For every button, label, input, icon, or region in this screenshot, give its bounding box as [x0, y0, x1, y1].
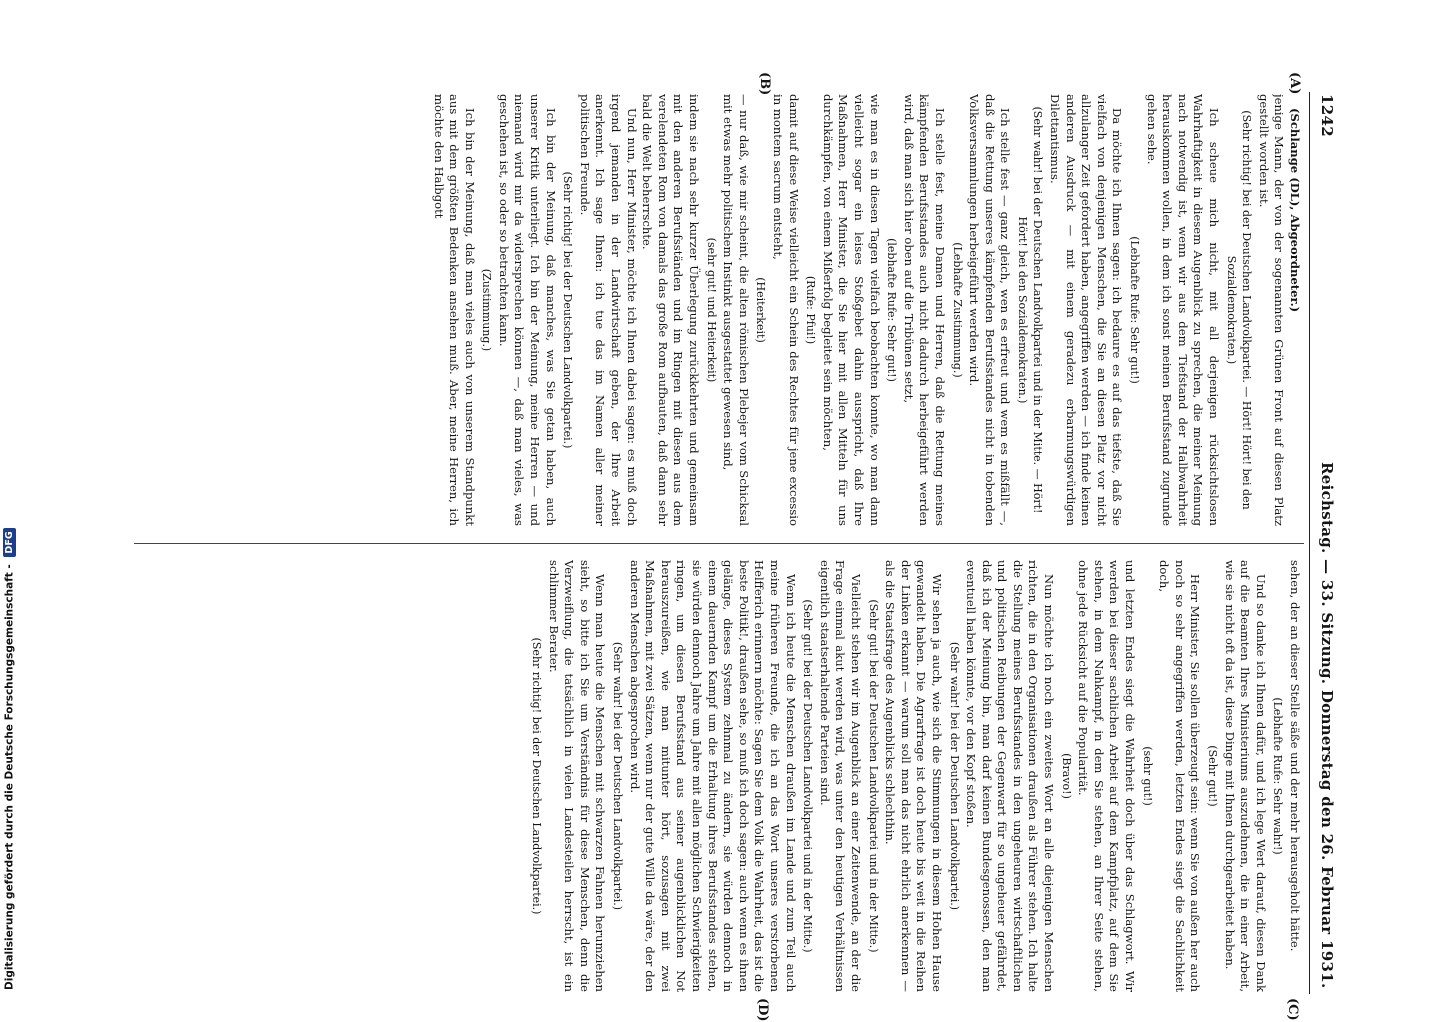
margin-mark-c: (C): [1285, 998, 1300, 1021]
paragraph-text: indem sie nach sehr kurzer Überlegung zurückkehrten und gemeinsam mit den anderen Berufsständen und im Ringen mit diesen aus dem verelendeten Rom von damals das große Rom aufbauten, daß dann sehr bald die Welt beherrschte.: [640, 94, 702, 526]
paragraph-text: Wenn ich heute die Menschen draußen im Lande und zum Teil auch meine früheren Freunde, die ich an das Wort unseres verstorbenen Helfferich erinnern möchte: Sagen Sie dem Volk die Wahrheit, das ist die beste Politik!, draußen sehe, so muß ich doch sagen: auch wenn es ihnen gelänge, dieses System zehnmal zu ändern, sie würden dennoch in einem dauernden Kampf um die Erhaltung ihres Berufsstandes stehen, sie würden dennoch Jahre um Jahre mit allen möglichen Schwierigkeiten ringen, um diesen Berufsstand aus seiner augenblicklichen Not herauszureißen, wie man mitunter hört, sozusagen mit zwei Maßnahmen, mit zwei Sätzen, wenn nur der gute Wille da wäre, der den anderen Menschen abgesprochen wird.: [627, 560, 798, 992]
speech-paragraph: [545, 560, 607, 992]
paragraph-text: sehen, der an dieser Stelle säße und der mehr herausgeholt hätte.: [1288, 560, 1302, 952]
speech-paragraph: [1286, 94, 1302, 526]
paragraph-text: wie man es in diesen Tagen vielfach beobachten konnte, wo man dann vielleicht sogar ein leises Stoßgebet dahin ausspricht, daß Ihre Maßnahmen, Herr Minister, die Sie hier mit allen Mitteln für uns durchkämpfen, von einem Mißerfolg begleitet sein möchten,: [820, 94, 882, 526]
stage-direction: (Lebhafte Rufe: Sehr gut!): [1128, 236, 1142, 384]
speech-paragraph: [1255, 94, 1286, 526]
stage-direction: (sehr gut!): [1140, 746, 1154, 806]
paragraph-text: Ich bin der Meinung, daß manches, was Sie getan haben, auch unserer Kritik unterliegt. Ich bin der Meinung, meine Herren — und niemand wird mir da widersprechen können —, daß man vieles, was geschehen ist, so oder so betrachten kann.: [496, 94, 558, 526]
speech-paragraph: [769, 94, 800, 526]
speech-paragraph: [1047, 94, 1125, 526]
stage-direction: (Bravo!): [1059, 753, 1073, 799]
speech-paragraph: [882, 560, 944, 992]
paragraph-text: Vielleicht stehen wir im Augenblick an einer Zeitenwende, an der die Frage einmal akut werden wird, was unter den heutigen Verhältnissen eigentlich staatserhaltende Parteien sind.: [817, 560, 863, 992]
stage-direction: (Lebhafte Rufe: Sehr wahr!): [1271, 697, 1285, 855]
margin-mark-b: (B): [757, 72, 772, 96]
stage-direction: (Sehr gut!): [1206, 745, 1220, 807]
paragraph-text: Da möchte ich Ihnen sagen: ich bedaure es auf das tiefste, daß Sie vielfach von denjenigen Menschen, die Sie an diesen Platz vor nicht allzulanger Zeit gefordert haben, angegriffen werden — ich finde keinen anderen Ausdruck — mit einem geradezu erbarmungswürdigen Dilettantismus.: [1048, 94, 1125, 526]
speech-paragraph: [720, 94, 751, 526]
speech-paragraph: [1221, 560, 1268, 992]
speech-paragraph: [963, 560, 1057, 992]
stage-direction: (Sehr richtig! bei der Deutschen Landvolkpartei. — Hört! Hört! bei den Sozialdemokraten.): [1224, 110, 1254, 510]
right-column: [132, 560, 1302, 992]
margin-mark-d: (D): [755, 998, 770, 1022]
paragraph-text: Ich stelle fest — ganz gleich, wen es erfreut und wem es mißfällt —, daß die Rettung unseres kämpfenden Berufsstandes nicht in tobenden Volksversammlungen herbeigeführt werden wird.: [967, 94, 1013, 526]
stage-direction: (Rufe: Pfui!): [804, 275, 818, 345]
paragraph-text: damit auf diese Weise vielleicht ein Schein des Rechtes für jene excessio in montem sacrum entsteht,: [771, 94, 801, 526]
digitization-note: Digitalisierung gefördert durch die Deutsche Forschungsgemeinschaft -: [3, 564, 16, 990]
speech-paragraph: [816, 560, 863, 992]
paragraph-text: Ich scheue mich nicht, mit all derjenigen rücksichtslosen Wahrhaftigkeit in diesem Augenblick zu sprechen, die meiner Meinung nach notwendig ist, wenn wir aus dem Tiefstand der Halbwahrheit herauskommen wollen, in dem ich sonst meinen Berufsstand zugrunde gehen sehe.: [1144, 94, 1222, 526]
stage-direction: (Heiterkeit): [754, 277, 768, 343]
speech-paragraph: [1075, 560, 1137, 992]
paragraph-text: Wir sehen ja auch, wie sich die Stimmungen in diesem Hohen Hause gewandelt haben. Die Agrarfrage ist doch heute bis weit in die Reihen der Linken erkannt — warum soll man das nicht ehrlich anerkennen — als die Staatsfrage des Augenblicks schlechthin.: [883, 560, 944, 992]
paragraph-text: Wenn man heute die Menschen mit schwarzen Fahnen herumziehen sieht, so bitte ich Sie um Verständnis für diese Menschen, denn die Verzweiflung, die tatsächlich in vielen Landesteilen herrscht, ist ein schlimmer Berater.: [546, 560, 608, 992]
paragraph-text: und letzten Endes siegt die Wahrheit doch über das Schlagwort. Wir werden bei dieser sachlichen Arbeit auf dem Kampfplatz, auf dem Sie stehen, in dem Nahkampf, in dem Sie stehen, an Ihrer Seite stehen, ohne jede Rücksicht auf die Popularität.: [1076, 560, 1138, 992]
header-rule: [1309, 92, 1310, 994]
speech-paragraph: [430, 94, 477, 526]
rotated-page: [130, 72, 1342, 1022]
paragraph-text: — nur daß, wie mir scheint, die alten römischen Plebejer vom Schicksal mit etwas mehr politischem Instinkt ausgestattet gewesen sind,: [721, 94, 751, 526]
stage-direction: (Sehr gut! bei der Deutschen Landvolkpartei und in der Mitte.): [801, 599, 815, 953]
left-column: [132, 94, 1302, 526]
stage-direction: (Sehr wahr! bei der Deutschen Landvolkpartei.): [947, 641, 961, 911]
stage-direction: (Lebhafte Zustimmung.): [950, 242, 964, 378]
paragraph-text: Und so danke ich Ihnen dafür, und ich lege Wert darauf, diesen Dank auf die Beamten Ihres Ministeriums auszudehnen, die in einer Arbeit, wie sie nicht oft da ist, diese Dinge mit Ihnen durchgearbeitet haben.: [1222, 560, 1268, 992]
page-number: 1242: [1318, 94, 1336, 137]
stage-direction: (Sehr richtig! bei der Deutschen Landvolkpartei.): [530, 637, 544, 915]
paragraph-text: jenige Mann, der von der sogenannten Grünen Front auf diesen Platz gestellt worden ist.: [1256, 94, 1287, 526]
dfg-logo-icon: DFG: [3, 528, 16, 556]
paragraph-text: Ich bin der Meinung, daß man vieles auch von unserem Standpunkt aus mit dem größten Bedenken ansehen muß. Aber, meine Herren, ich möchte den Halbgott: [431, 94, 477, 526]
speech-paragraph: [819, 94, 881, 526]
page-header: [1312, 92, 1342, 994]
stage-direction: (sehr gut! und Heiterkeit): [704, 237, 718, 383]
stage-direction: (Sehr gut! bei der Deutschen Landvolkpartei und in der Mitte.): [866, 599, 880, 953]
stage-direction: (lebhafte Rufe: Sehr gut!): [885, 238, 899, 382]
speech-paragraph: [1156, 560, 1203, 992]
paragraph-text: Nun möchte ich noch ein zweites Wort an alle diejenigen Menschen richten, die in den Organisationen draußen als Führer stehen. Ich halte die Stellung meines Berufsstandes in den ungeheuren wirtschaftlichen und politischen Reibungen der Gegenwart für so ungeheuer gefährdet, daß ich der Meinung bin, man darf keinen Bundesgenossen, den man eventuell haben könnte, vor den Kopf stoßen.: [964, 560, 1057, 992]
stage-direction: (Sehr wahr! bei der Deutschen Landvolkpartei und in der Mitte. — Hört! Hört! bei den Sozialdemokraten.): [1015, 106, 1045, 514]
stage-direction: (Sehr richtig! bei der Deutschen Landvolkpartei.): [561, 171, 575, 449]
speech-paragraph: [495, 94, 557, 526]
speaker-label: (Schlange (DL), Abgeordneter.): [1288, 108, 1302, 313]
speech-paragraph: [639, 94, 701, 526]
digitization-sidebar: [0, 0, 22, 1000]
column-divider: [134, 543, 1304, 544]
speech-paragraph: [900, 94, 947, 526]
paragraph-text: Und nun, Herr Minister, möchte ich Ihnen dabei sagen: es muß doch irgend jemanden in der Landwirtschaft geben, der Ihre Arbeit anerkennt. Ich sage Ihnen: ich tue das im Namen aller meiner politischen Freunde.: [577, 94, 639, 526]
stage-direction: (Zustimmung.): [480, 268, 494, 352]
paragraph-text: Herr Minister, Sie sollen überzeugt sein: wenn Sie von außen her auch noch so sehr angegriffen werden, letzten Endes siegt die Sachlichkeit doch,: [1157, 560, 1203, 992]
page-title: Reichstag. — 33. Sitzung. Donnerstag den 26. Februar 1931.: [1318, 462, 1336, 989]
digitization-credit: [3, 10, 16, 990]
speech-paragraph: [576, 94, 638, 526]
speech-paragraph: [1143, 94, 1221, 526]
speech-paragraph: [626, 560, 798, 992]
speech-paragraph: [1286, 560, 1302, 992]
margin-mark-a: (A): [1287, 72, 1302, 95]
stage-direction: (Sehr wahr! bei der Deutschen Landvolkpartei.): [611, 641, 625, 911]
speech-paragraph: [966, 94, 1013, 526]
paragraph-text: Ich stelle fest, meine Damen und Herren, daß die Rettung meines kämpfenden Berufsstandes auch nicht dadurch herbeigeführt werden wird, daß man sich hier oben auf die Tribünen setzt,: [901, 94, 947, 526]
